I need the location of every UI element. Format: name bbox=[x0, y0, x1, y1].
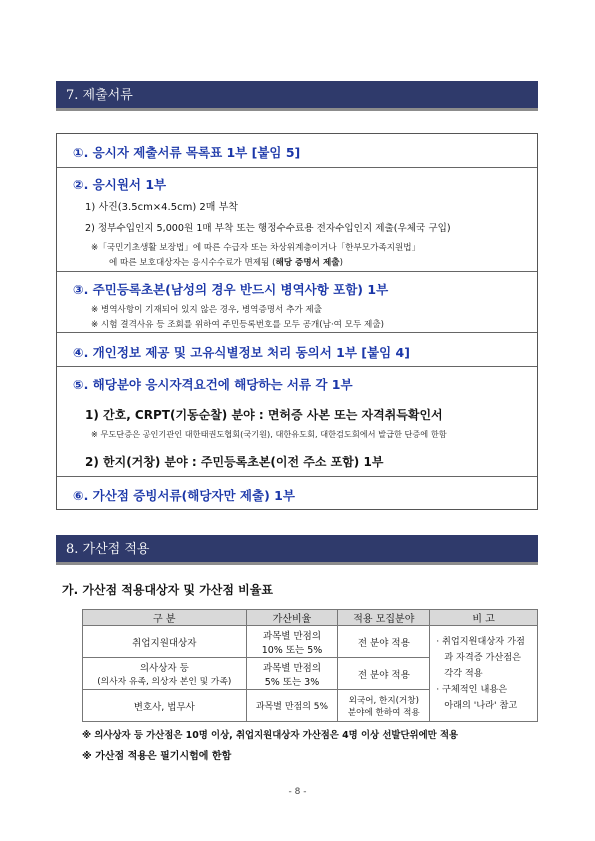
row1-field: 전 분야 적용 bbox=[338, 626, 430, 658]
doc-item-5 bbox=[57, 366, 537, 476]
doc-item-2-note-line2-post: ) bbox=[339, 258, 343, 268]
footnote-1: ※ 의사상자 등 가산점은 10명 이상, 취업지원대상자 가산점은 4명 이상 선발단위에만 적용 bbox=[82, 730, 459, 741]
table-header-row bbox=[83, 610, 538, 626]
page-number: - 8 - bbox=[288, 787, 307, 797]
document-list-box bbox=[56, 133, 538, 510]
doc-item-6 bbox=[57, 476, 537, 510]
footnote-2: ※ 가산점 적용은 필기시험에 한함 bbox=[82, 751, 232, 762]
doc-item-5-title: ⑤. 해당분야 응시자격요건에 해당하는 서류 각 1부 bbox=[73, 377, 353, 392]
section-7-header bbox=[56, 81, 538, 111]
header-category: 구 분 bbox=[83, 610, 247, 626]
row3-field bbox=[338, 690, 430, 722]
doc-item-2-sub2: 2) 정부수입인지 5,000원 1매 부착 또는 행정수수료용 전자수입인지 제출(우체국 구입) bbox=[85, 223, 451, 234]
row3-field-line1: 외국어, 한지(거창) bbox=[348, 695, 419, 706]
doc-item-2 bbox=[57, 167, 537, 271]
section-7-title: 7. 제출서류 bbox=[66, 88, 133, 103]
doc-item-5-sub1: 1) 간호, CRPT(기동순찰) 분야 : 면허증 사본 또는 자격취득확인서 bbox=[85, 408, 443, 422]
bonus-rate-table bbox=[82, 609, 538, 722]
row1-category: 취업지원대상자 bbox=[83, 626, 247, 658]
header-remarks: 비 고 bbox=[430, 610, 538, 626]
doc-item-3-title: ③. 주민등록초본(남성의 경우 반드시 병역사항 포함) 1부 bbox=[73, 282, 389, 297]
doc-item-6-title: ⑥. 가산점 증빙서류(해당자만 제출) 1부 bbox=[73, 488, 295, 503]
doc-item-3 bbox=[57, 271, 537, 332]
doc-item-4-title: ④. 개인정보 제공 및 고유식별정보 처리 동의서 1부 bbox=[73, 345, 357, 360]
header-field: 적용 모집분야 bbox=[338, 610, 430, 626]
remarks-cell bbox=[430, 626, 538, 722]
row2-rate-line1: 과목별 만점의 bbox=[262, 662, 322, 674]
row2-field: 전 분야 적용 bbox=[338, 658, 430, 690]
table-row bbox=[83, 626, 538, 658]
doc-item-3-note1: ※ 병역사항이 기재되어 있지 않은 경우, 병역증명서 추가 제출 bbox=[91, 305, 323, 315]
remark-line-5: 아래의 '나라' 참고 bbox=[444, 699, 518, 711]
doc-item-1 bbox=[57, 134, 537, 167]
section-8-subtitle: 가. 가산점 적용대상자 및 가산점 비율표 bbox=[62, 583, 273, 597]
section-8-header bbox=[56, 535, 538, 565]
doc-item-2-note-line2-pre: 에 따른 보호대상자는 응시수수료가 면제됨 ( bbox=[109, 258, 276, 268]
doc-item-2-note-line1: ※「국민기초생활 보장법」에 따른 수급자 또는 차상위계층이거나「한부모가족지원법」 bbox=[91, 243, 421, 253]
doc-item-1-title: ①. 응시자 제출서류 목록표 1부 bbox=[73, 145, 248, 160]
doc-item-4 bbox=[57, 332, 537, 366]
row2-category bbox=[83, 658, 247, 690]
row2-category-line2: (의사자 유족, 의상자 본인 및 가족) bbox=[97, 677, 232, 687]
row1-rate bbox=[246, 626, 338, 658]
row3-rate: 과목별 만점의 5% bbox=[246, 690, 338, 722]
doc-item-1-tag: [붙임 5] bbox=[251, 145, 301, 160]
header-rate: 가산비율 bbox=[246, 610, 338, 626]
doc-item-4-tag: [붙임 4] bbox=[361, 345, 410, 360]
doc-item-2-sub1: 1) 사진(3.5cm×4.5cm) 2매 부착 bbox=[85, 202, 238, 213]
section-8-title: 8. 가산점 적용 bbox=[66, 542, 150, 557]
remark-line-2: 과 자격증 가산점은 bbox=[444, 651, 522, 663]
doc-item-5-note: ※ 무도단증은 공인기관인 대한태권도협회(국기원), 대한유도회, 대한검도회에서 발급한 단증에 한함 bbox=[91, 429, 447, 439]
doc-item-3-note2: ※ 시험 결격사유 등 조회를 위하여 주민등록번호를 모두 공개(남·여 모두 제출) bbox=[91, 320, 385, 330]
doc-item-5-sub2: 2) 한지(거창) 분야 : 주민등록초본(이전 주소 포함) 1부 bbox=[85, 455, 384, 469]
row1-rate-line2: 10% 또는 5% bbox=[261, 644, 323, 656]
doc-item-2-note-line2-bold: 해당 증명서 제출 bbox=[275, 258, 340, 268]
doc-item-2-title: ②. 응시원서 1부 bbox=[73, 177, 167, 192]
row3-field-line2: 분야에 한하여 적용 bbox=[347, 707, 420, 718]
row3-category: 변호사, 법무사 bbox=[83, 690, 247, 722]
row1-rate-line1: 과목별 만점의 bbox=[262, 630, 322, 642]
row2-category-line1: 의사상자 등 bbox=[139, 663, 189, 674]
remark-line-4: · 구체적인 내용은 bbox=[436, 683, 508, 695]
row2-rate-line2: 5% 또는 3% bbox=[264, 676, 320, 688]
remark-line-3: 각각 적용 bbox=[444, 667, 483, 679]
remark-line-1: · 취업지원대상자 가점 bbox=[436, 635, 525, 647]
row2-rate bbox=[246, 658, 338, 690]
